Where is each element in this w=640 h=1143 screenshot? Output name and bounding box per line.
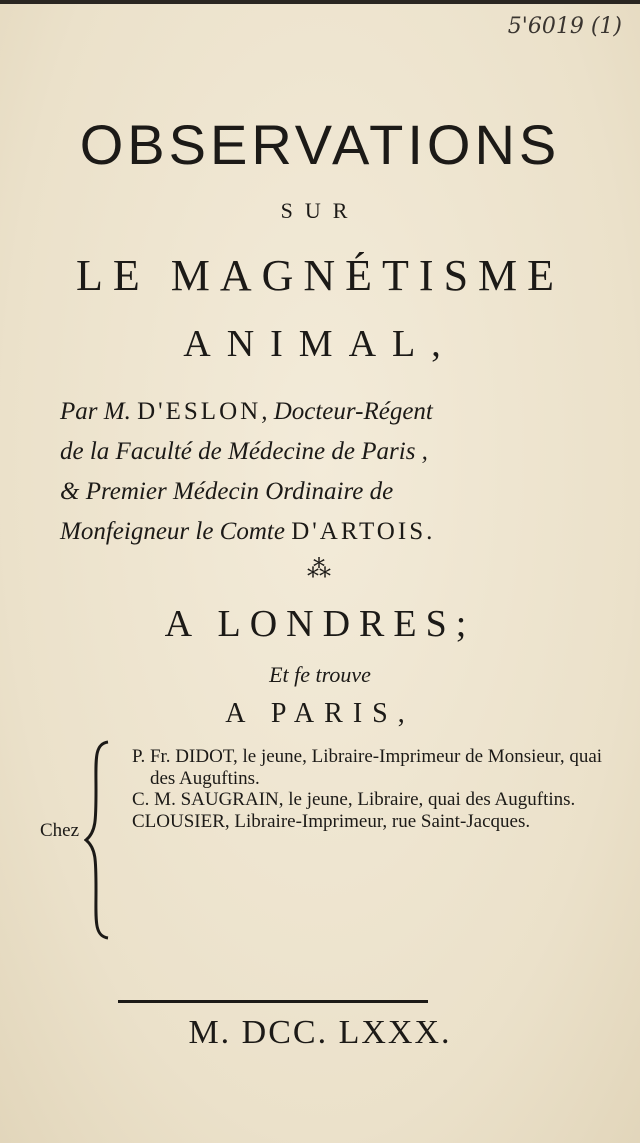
author-patron: Monfeigneur le Comte [60,518,285,545]
sellers-label: Chez [40,820,80,841]
author-block [60,392,600,552]
title-observations: OBSERVATIONS [79,113,561,176]
imprint-place: A LONDRES; [164,603,476,645]
booksellers-list [132,746,612,832]
publication-date: M. DCC. LXXX. [188,1014,452,1051]
title-magnetisme: LE MAGNÉTISME [75,251,565,300]
divider-rule [118,1000,428,1003]
author-title: , Docteur-Régent [261,398,433,425]
seller-clousier: CLOUSIER, Libraire-Imprimeur, rue Saint-Jacques. [132,810,531,832]
author-par: Par M. [60,398,131,425]
imprint-paris: A PARIS, [225,698,415,729]
imprint-found: Et fe trouve [269,662,371,687]
title-sur: SUR [280,198,360,223]
seller-saugrain: C. M. SAUGRAIN, le jeune, Libraire, quai des Auguftins. [132,789,576,810]
author-line-2: de la Faculté de Médecine de Paris , [60,438,428,465]
seller-didot: P. Fr. DIDOT, le jeune, Libraire-Imprimeur de Monsieur, quai des Auguftins. [132,746,603,789]
author-line-4 [60,512,600,552]
author-name: D'ESLON [137,398,262,425]
title-animal: ANIMAL, [183,323,457,365]
printer-ornament: ⁂ [307,557,333,583]
author-patron-name: D'ARTOIS. [291,518,436,545]
top-border [0,0,640,4]
curly-brace-icon [84,740,112,940]
handwritten-shelfmark: 5'6019 (1) [507,14,622,39]
author-line-3: & Premier Médecin Ordinaire de [60,478,394,505]
author-line-1 [60,392,600,432]
